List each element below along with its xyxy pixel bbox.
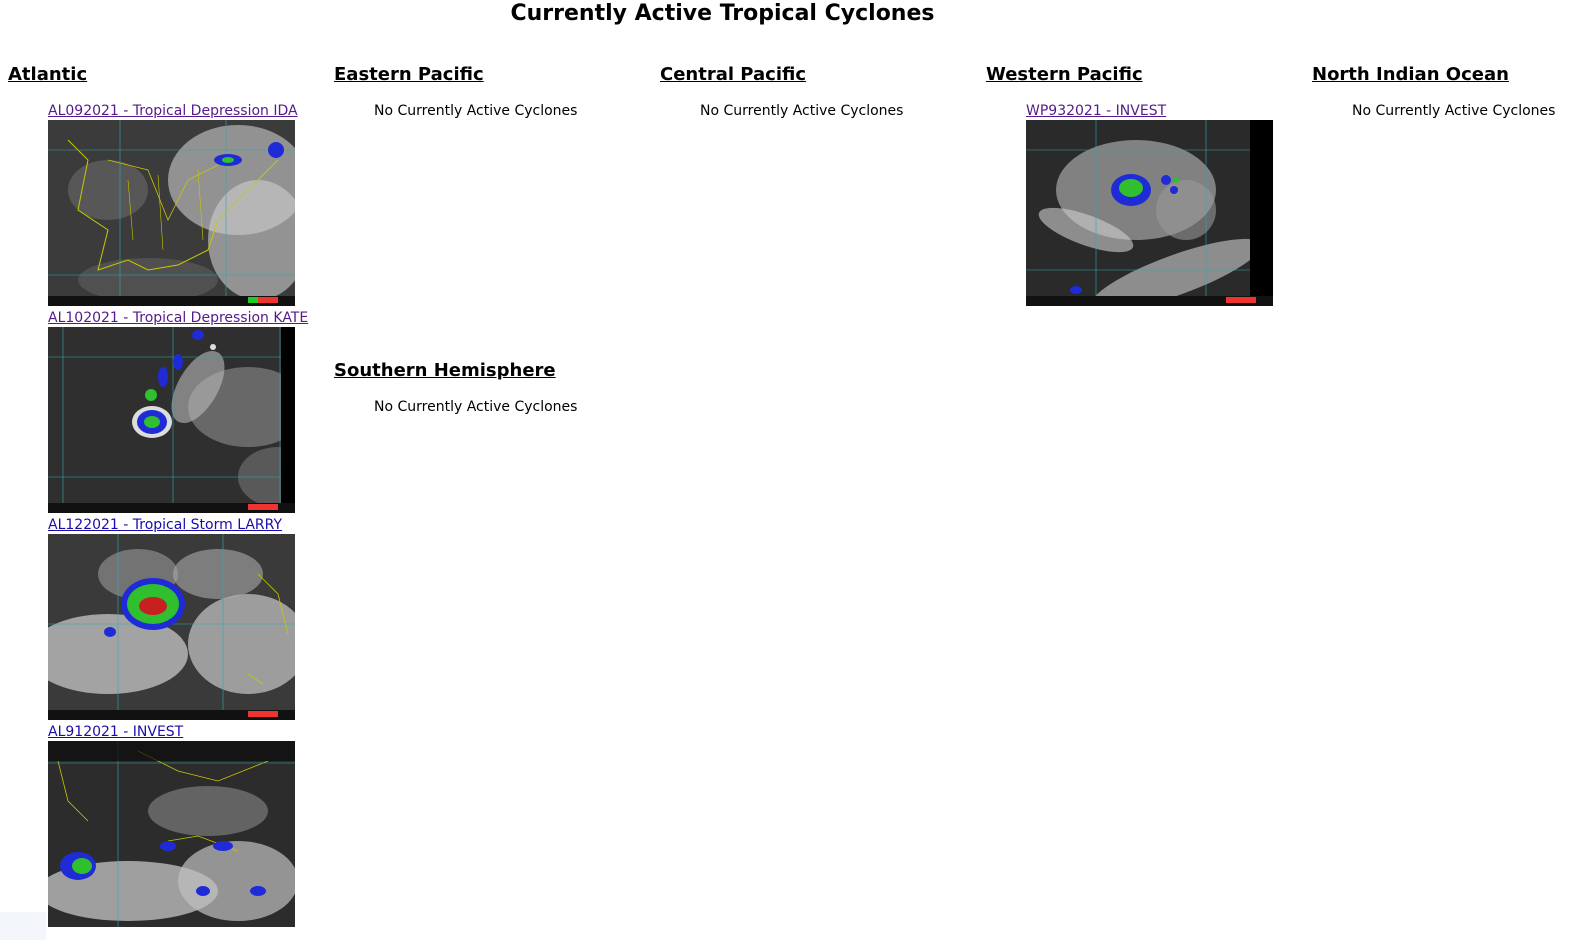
storm-entry [48,102,308,306]
storm-link-al092021[interactable]: AL092021 - Tropical Depression IDA [48,103,298,119]
north-indian-ocean-column [1312,62,1555,120]
storm-link-al912021[interactable]: AL912021 - INVEST [48,724,184,740]
north-indian-ocean-heading: North Indian Ocean [1312,64,1509,85]
satellite-thumbnail-al912021[interactable] [48,741,295,927]
storm-link-al102021[interactable]: AL102021 - Tropical Depression KATE [48,310,309,326]
central-pacific-empty-text: No Currently Active Cyclones [700,103,904,119]
storm-entry [48,309,308,513]
southern-hemisphere-heading: Southern Hemisphere [334,360,556,381]
southern-hemisphere-section [334,358,577,416]
satellite-thumbnail-wp932021[interactable] [1026,120,1273,306]
storm-entry [48,723,308,927]
central-pacific-column [660,62,903,120]
central-pacific-heading: Central Pacific [660,64,807,85]
western-pacific-heading: Western Pacific [986,64,1143,85]
eastern-pacific-column [334,62,577,120]
storm-link-al122021[interactable]: AL122021 - Tropical Storm LARRY [48,517,283,533]
north-indian-ocean-empty-text: No Currently Active Cyclones [1352,103,1556,119]
corner-overlay [0,912,46,940]
western-pacific-column [986,62,1273,306]
page-title: Currently Active Tropical Cyclones [510,1,935,26]
satellite-thumbnail-al122021[interactable] [48,534,295,720]
eastern-pacific-empty-text: No Currently Active Cyclones [374,103,578,119]
satellite-thumbnail-al102021[interactable] [48,327,295,513]
storm-link-wp932021[interactable]: WP932021 - INVEST [1026,103,1167,119]
eastern-pacific-heading: Eastern Pacific [334,64,484,85]
southern-hemisphere-empty-text: No Currently Active Cyclones [374,399,578,415]
atlantic-column [8,62,308,927]
storm-entry [48,516,308,720]
atlantic-heading: Atlantic [8,64,88,85]
storm-entry [1026,102,1273,306]
satellite-thumbnail-al092021[interactable] [48,120,295,306]
